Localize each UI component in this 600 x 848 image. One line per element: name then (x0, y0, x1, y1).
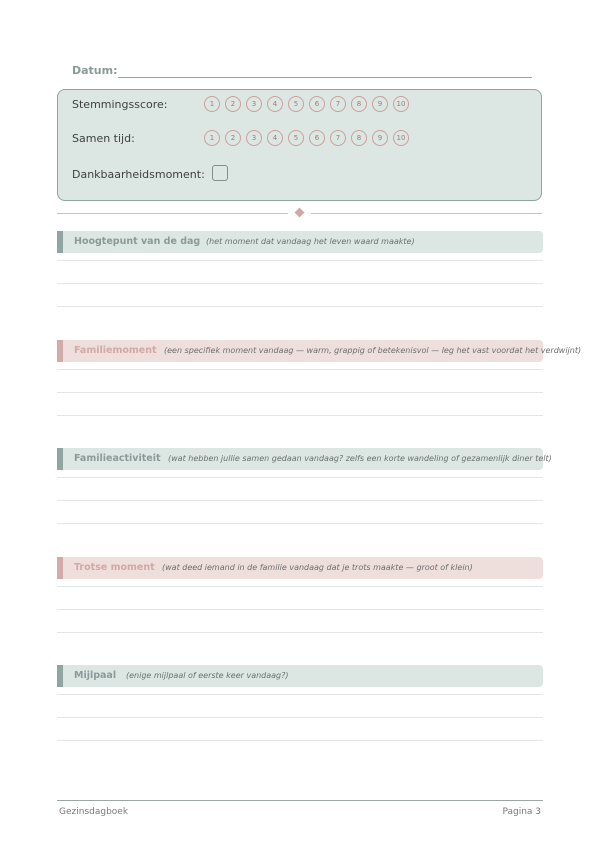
writing-line[interactable] (57, 586, 543, 587)
section-title: Trotse moment (74, 562, 155, 573)
section-header (57, 557, 543, 579)
gratitude-checkbox[interactable] (212, 165, 228, 181)
section-title: Familiemoment (74, 345, 157, 356)
score-option[interactable]: 7 (330, 130, 346, 146)
together-time-label: Samen tijd: (72, 132, 135, 145)
score-option[interactable]: 5 (288, 96, 304, 112)
section-title: Mijlpaal (74, 670, 117, 681)
writing-line[interactable] (57, 694, 543, 695)
section-header (57, 665, 543, 687)
section-hint: (een specifiek moment vandaag — warm, grappig of betekenisvol — leg het vast voordat het verdwijnt) (164, 346, 582, 355)
section-accent-bar (57, 448, 63, 470)
section-title: Familieactiviteit (74, 453, 161, 464)
together-time-options (204, 130, 409, 146)
section-hint: (wat deed iemand in de familie vandaag dat je trots maakte — groot of klein) (162, 563, 473, 572)
writing-line[interactable] (57, 477, 543, 478)
writing-line[interactable] (57, 306, 543, 307)
writing-line[interactable] (57, 717, 543, 718)
score-option[interactable]: 6 (309, 130, 325, 146)
gratitude-label: Dankbaarheidsmoment: (72, 168, 205, 181)
journal-section (57, 557, 543, 637)
section-hint: (het moment dat vandaag het leven waard maakte) (206, 237, 415, 246)
journal-section (57, 448, 552, 528)
score-option[interactable]: 8 (351, 130, 367, 146)
writing-line[interactable] (57, 260, 543, 261)
score-option[interactable]: 9 (372, 130, 388, 146)
section-accent-bar (57, 231, 63, 253)
score-option[interactable]: 5 (288, 130, 304, 146)
score-option[interactable]: 10 (393, 130, 409, 146)
score-option[interactable]: 3 (246, 130, 262, 146)
score-option[interactable]: 10 (393, 96, 409, 112)
score-option[interactable]: 4 (267, 130, 283, 146)
writing-line[interactable] (57, 523, 543, 524)
writing-line[interactable] (57, 609, 543, 610)
writing-line[interactable] (57, 415, 543, 416)
mood-score-options (204, 96, 409, 112)
section-accent-bar (57, 665, 63, 687)
writing-line[interactable] (57, 369, 543, 370)
divider-line-left (57, 213, 288, 214)
score-option[interactable]: 3 (246, 96, 262, 112)
section-title: Hoogtepunt van de dag (74, 236, 201, 247)
diamond-icon (295, 208, 305, 218)
section-accent-bar (57, 557, 63, 579)
score-option[interactable]: 1 (204, 96, 220, 112)
writing-line[interactable] (57, 392, 543, 393)
writing-line[interactable] (57, 283, 543, 284)
page-number: Pagina 3 (502, 807, 541, 817)
section-hint: (enige mijlpaal of eerste keer vandaag?) (126, 671, 289, 680)
section-accent-bar (57, 340, 63, 362)
score-option[interactable]: 6 (309, 96, 325, 112)
score-option[interactable]: 2 (225, 130, 241, 146)
section-header (57, 231, 543, 253)
section-hint: (wat hebben jullie samen gedaan vandaag? zelfs een korte wandeling of gezamenlijk diner telt) (168, 454, 552, 463)
journal-section (57, 231, 543, 311)
writing-line[interactable] (57, 500, 543, 501)
score-option[interactable]: 2 (225, 96, 241, 112)
section-header (57, 340, 582, 362)
footer-divider (57, 800, 543, 801)
score-option[interactable]: 7 (330, 96, 346, 112)
footer-title: Gezinsdagboek (59, 807, 129, 817)
divider-line-right (311, 213, 542, 214)
date-label: Datum: (72, 64, 118, 77)
score-option[interactable]: 8 (351, 96, 367, 112)
ornament-divider (57, 213, 542, 214)
date-row (72, 62, 532, 80)
journal-section (57, 665, 543, 745)
score-option[interactable]: 4 (267, 96, 283, 112)
writing-line[interactable] (57, 632, 543, 633)
mood-score-label: Stemmingsscore: (72, 98, 168, 111)
score-option[interactable]: 1 (204, 130, 220, 146)
writing-line[interactable] (57, 740, 543, 741)
section-header (57, 448, 552, 470)
score-box (57, 89, 542, 201)
date-field[interactable] (118, 77, 532, 78)
score-option[interactable]: 9 (372, 96, 388, 112)
journal-section (57, 340, 582, 420)
